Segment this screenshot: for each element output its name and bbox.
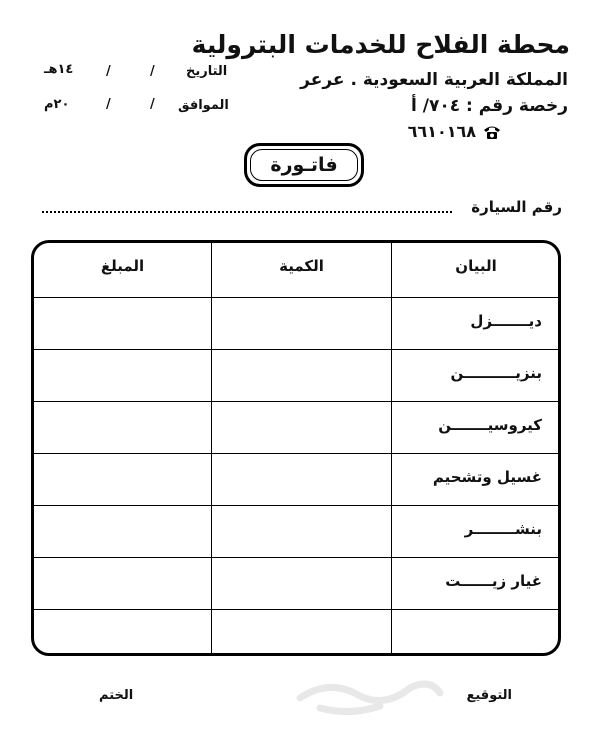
gregorian-date-label: الموافق	[178, 98, 229, 113]
item-kerosene: كيروسيـــــــن	[438, 416, 542, 434]
header-description: البيان	[455, 257, 497, 275]
telephone-icon	[482, 124, 502, 140]
invoice-table	[31, 240, 561, 656]
item-tire-repair: بنشــــــــر	[464, 520, 542, 538]
row-divider	[34, 609, 558, 610]
plate-number-field[interactable]	[42, 211, 452, 213]
row-divider	[34, 297, 558, 298]
item-wash-grease: غسيل وتشحيم	[432, 468, 542, 486]
stamp-label: الختم	[99, 688, 134, 703]
column-divider	[211, 243, 212, 653]
signature-label: التوقيع	[466, 688, 512, 703]
invoice-title-box	[244, 143, 364, 187]
row-divider	[34, 401, 558, 402]
haraj-watermark-icon	[290, 668, 450, 718]
hijri-year: ١٤هـ	[44, 62, 74, 77]
item-oil-change: غيار زيــــــت	[445, 572, 542, 590]
header-quantity: الكمية	[279, 257, 324, 275]
country-city: المملكة العربية السعودية . عرعر	[300, 70, 568, 90]
header-amount: المبلغ	[100, 257, 145, 275]
hijri-date-label: التاريخ	[186, 64, 228, 79]
row-divider	[34, 505, 558, 506]
row-divider	[34, 453, 558, 454]
phone-number: ٦٦١٠١٦٨	[407, 122, 476, 141]
item-diesel: ديـــــــزل	[470, 312, 542, 330]
phone-row	[408, 122, 502, 141]
date-separator: /	[150, 97, 155, 112]
date-separator: /	[106, 64, 111, 79]
license-number: رخصة رقم : ٧٠٤/ أ	[410, 96, 568, 116]
item-petrol: بنزيــــــــــن	[450, 364, 542, 382]
invoice-title: فاتـورة	[270, 154, 338, 176]
date-separator: /	[106, 97, 111, 112]
date-separator: /	[150, 64, 155, 79]
column-divider	[391, 243, 392, 653]
station-name: محطة الفلاح للخدمات البترولية	[191, 30, 570, 59]
row-divider	[34, 557, 558, 558]
gregorian-year: ٢٠م	[44, 97, 70, 112]
row-divider	[34, 349, 558, 350]
plate-number-label: رقم السيارة	[471, 198, 562, 216]
